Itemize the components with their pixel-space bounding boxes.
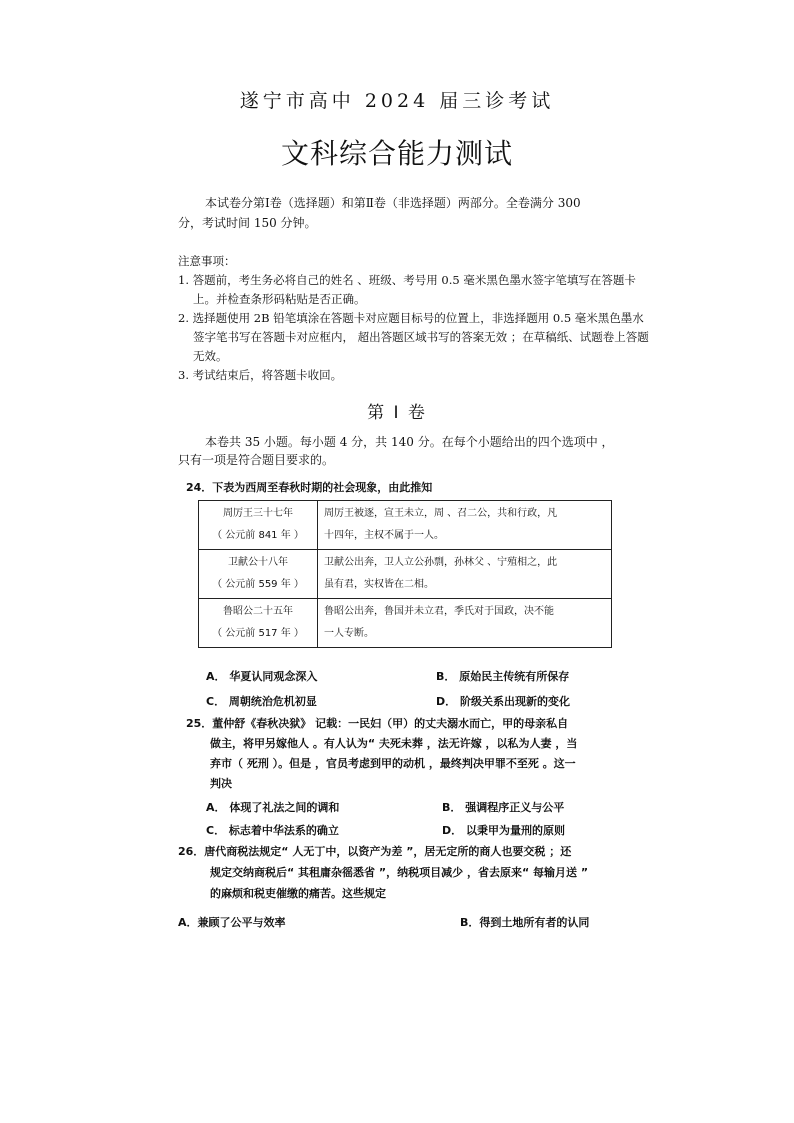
q26-line-3: 的麻烦和税吏催缴的痛苦。这些规定 xyxy=(210,887,386,900)
q26-option-b: B．得到土地所有者的认同 xyxy=(460,916,590,929)
intro-line-2: 分，考试时间 150 分钟。 xyxy=(178,216,317,230)
note-item: 无效。 xyxy=(193,349,228,363)
time-line: 周厉王三十七年 xyxy=(223,508,293,519)
exam-title: 遂宁市高中 2024 届三诊考试 xyxy=(239,90,555,112)
q24-option-a: A． 华夏认同观念深入 xyxy=(206,670,318,683)
q24-stem: 24．下表为西周至春秋时期的社会现象，由此推知 xyxy=(186,481,433,494)
subject-title: 文科综合能力测试 xyxy=(280,137,513,170)
table-cell-event xyxy=(318,550,612,599)
table-cell-event xyxy=(318,501,612,550)
event-line: 一人专断。 xyxy=(324,628,374,639)
table-row xyxy=(199,599,612,648)
q24-table xyxy=(198,500,612,648)
note-item: 上。并检查条形码粘贴是否正确。 xyxy=(193,292,366,306)
note-item: 1. 答题前，考生务必将自己的姓名 、班级、考号用 0.5 毫米黑色墨水签字笔填写在答题卡 xyxy=(178,273,636,287)
section-instructions-1: 本卷共 35 小题。每小题 4 分，共 140 分。在每个小题给出的四个选项中 ， xyxy=(205,435,614,449)
time-line: （ 公元前 517 年 ） xyxy=(212,628,304,639)
event-line: 十四年，主权不属于一人。 xyxy=(324,530,444,541)
event-line: 鲁昭公出奔，鲁国并未立君，季氏对于国政，决不能 xyxy=(324,606,554,617)
q24-option-d: D． 阶级关系出现新的变化 xyxy=(436,695,570,708)
note-item: 2. 选择题使用 2B 铅笔填涂在答题卡对应题目标号的位置上，非选择题用 0.5 毫米黑色墨水 xyxy=(178,311,644,325)
q25-line-3: 弃市（ 死刑 ）。但是 ，官员考虑到甲的动机 ，最终判决甲罪不至死 。这一 xyxy=(210,757,576,770)
q25-line-1: 25．董仲舒《春秋决狱》 记载：一民妇（甲）的丈夫溺水而亡，甲的母亲私自 xyxy=(186,717,569,730)
event-line: 虽有君，实权皆在二相。 xyxy=(324,579,434,590)
table-row xyxy=(199,550,612,599)
q24-option-b: B． 原始民主传统有所保存 xyxy=(436,670,570,683)
section-instructions-2: 只有一项是符合题目要求的。 xyxy=(178,453,335,467)
table-cell-time xyxy=(199,550,318,599)
note-item: 3. 考试结束后，将答题卡收回。 xyxy=(178,368,343,382)
q25-line-2: 做主，将甲另嫁他人 。有人认为“ 夫死未葬 ，法无许嫁 ，以私为人妻 ，当 xyxy=(210,737,578,750)
q25-option-b: B． 强调程序正义与公平 xyxy=(442,801,565,814)
notes-heading: 注意事项： xyxy=(178,254,236,268)
time-line: （ 公元前 559 年 ） xyxy=(212,579,304,590)
q25-line-4: 判决 xyxy=(210,777,232,790)
q26-line-1: 26．唐代商税法规定“ 人无丁中，以资产为差 ”，居无定所的商人也要交税 ；还 xyxy=(178,845,572,858)
table-cell-time xyxy=(199,599,318,648)
time-line: 卫献公十八年 xyxy=(228,557,288,568)
table-row xyxy=(199,501,612,550)
time-line: 鲁昭公二十五年 xyxy=(223,606,293,617)
section-title: 第 Ⅰ 卷 xyxy=(367,403,427,423)
q26-option-a: A．兼顾了公平与效率 xyxy=(178,916,286,929)
q26-line-2: 规定交纳商税后“ 其租庸杂徭悉省 ”，纳税项目减少 ，省去原来“ 每输月送 ” xyxy=(210,866,589,879)
event-line: 卫献公出奔，卫人立公孙剽，孙林父 、宁殖相之，此 xyxy=(324,557,558,568)
table-cell-time xyxy=(199,501,318,550)
q25-option-a: A． 体现了礼法之间的调和 xyxy=(206,801,340,814)
q24-option-c: C． 周朝统治危机初显 xyxy=(206,695,317,708)
q25-option-d: D． 以秉甲为量刑的原则 xyxy=(442,824,565,837)
event-line: 周厉王被逐，宣王未立，周 、召二公，共和行政，凡 xyxy=(324,508,558,519)
time-line: （ 公元前 841 年 ） xyxy=(212,530,304,541)
intro-line-1: 本试卷分第Ⅰ卷（选择题）和第Ⅱ卷（非选择题）两部分。全卷满分 300 xyxy=(205,196,581,210)
q25-option-c: C． 标志着中华法系的确立 xyxy=(206,824,339,837)
note-item: 签字笔书写在答题卡对应框内， 超出答题区域书写的答案无效 ；在草稿纸、试题卷上答题 xyxy=(193,330,649,344)
table-cell-event xyxy=(318,599,612,648)
